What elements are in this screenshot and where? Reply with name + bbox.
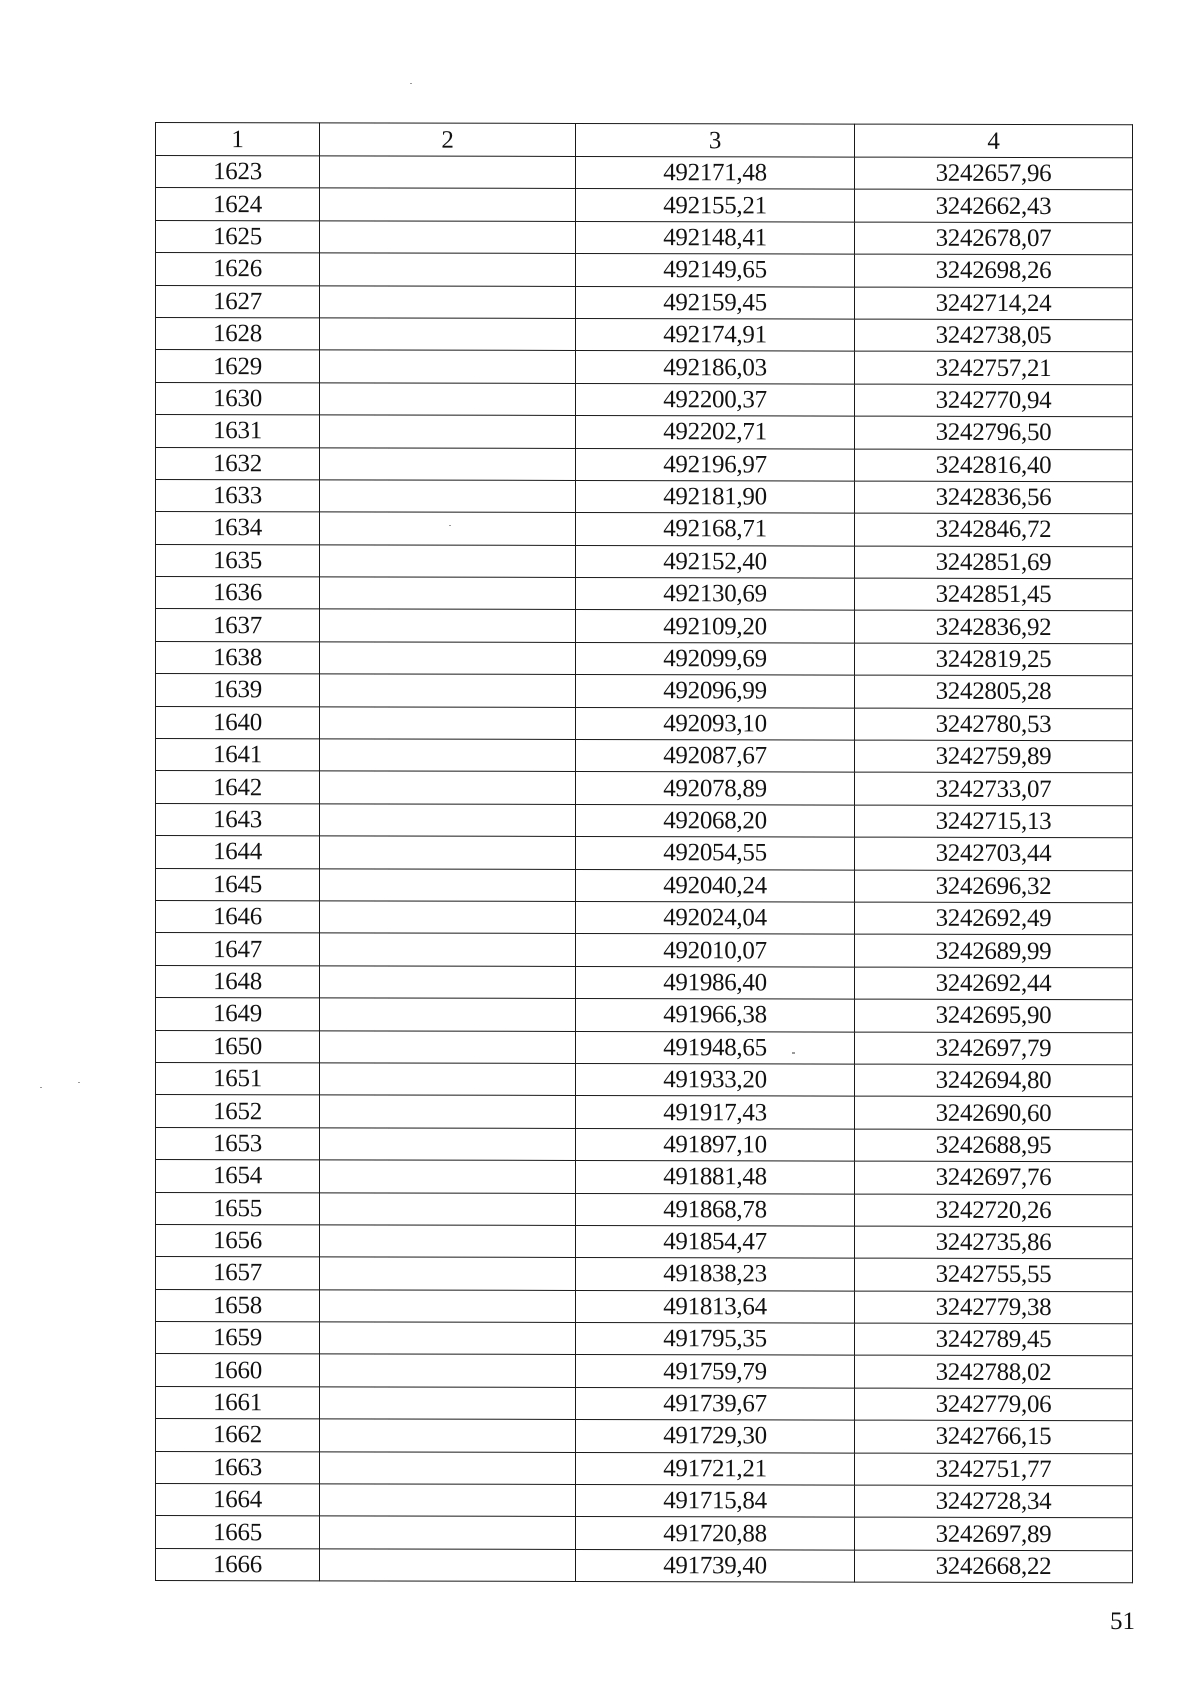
point-number-cell: 1623 <box>156 156 320 189</box>
point-number-cell: 1629 <box>156 350 320 383</box>
x-coordinate-cell: 491881,48 <box>576 1161 855 1194</box>
point-number-cell: 1637 <box>156 609 320 642</box>
blank-cell <box>320 933 576 966</box>
x-coordinate-cell: 492040,24 <box>576 869 855 902</box>
x-coordinate-cell: 492148,41 <box>576 221 855 254</box>
table-row <box>156 1386 1133 1421</box>
table-header-row <box>156 123 1133 158</box>
y-coordinate-cell: 3242689,99 <box>855 934 1133 967</box>
x-coordinate-cell: 492096,99 <box>576 675 855 708</box>
table-row <box>156 1548 1133 1583</box>
y-coordinate-cell: 3242696,32 <box>855 870 1133 903</box>
point-number-cell: 1655 <box>156 1192 320 1225</box>
table-row <box>156 544 1133 579</box>
table-row <box>156 317 1133 352</box>
x-coordinate-cell: 492186,03 <box>576 351 855 384</box>
blank-cell <box>320 545 576 578</box>
table-row <box>156 1062 1133 1097</box>
point-number-cell: 1632 <box>156 447 320 480</box>
x-coordinate-cell: 491948,65 <box>576 1031 855 1064</box>
x-coordinate-cell: 492099,69 <box>576 642 855 675</box>
blank-cell <box>320 998 576 1031</box>
table-row <box>156 1484 1133 1519</box>
table-row <box>156 1030 1133 1065</box>
x-coordinate-cell: 491721,21 <box>576 1452 855 1485</box>
y-coordinate-cell: 3242789,45 <box>855 1323 1133 1356</box>
scan-speck <box>410 83 412 84</box>
x-coordinate-cell: 492024,04 <box>576 901 855 934</box>
x-coordinate-cell: 492181,90 <box>576 480 855 513</box>
y-coordinate-cell: 3242836,92 <box>855 611 1133 644</box>
point-number-cell: 1663 <box>156 1451 320 1484</box>
blank-cell <box>320 1290 576 1323</box>
blank-cell <box>320 318 576 351</box>
header-cell-col1: 1 <box>156 123 320 156</box>
point-number-cell: 1628 <box>156 317 320 350</box>
table-header <box>156 123 1133 158</box>
table-row <box>156 188 1133 223</box>
point-number-cell: 1643 <box>156 803 320 836</box>
blank-cell <box>320 447 576 480</box>
x-coordinate-cell: 492109,20 <box>576 610 855 643</box>
blank-cell <box>320 739 576 772</box>
blank-cell <box>320 1322 576 1355</box>
table-row <box>156 577 1133 612</box>
x-coordinate-cell: 491739,67 <box>576 1387 855 1420</box>
blank-cell <box>320 1095 576 1128</box>
x-coordinate-cell: 492130,69 <box>576 578 855 611</box>
y-coordinate-cell: 3242805,28 <box>855 675 1133 708</box>
blank-cell <box>320 285 576 318</box>
x-coordinate-cell: 492155,21 <box>576 189 855 222</box>
point-number-cell: 1635 <box>156 544 320 577</box>
y-coordinate-cell: 3242703,44 <box>855 837 1133 870</box>
blank-cell <box>320 1516 576 1549</box>
x-coordinate-cell: 492093,10 <box>576 707 855 740</box>
blank-cell <box>320 253 576 286</box>
y-coordinate-cell: 3242715,13 <box>855 805 1133 838</box>
y-coordinate-cell: 3242678,07 <box>855 222 1133 255</box>
y-coordinate-cell: 3242668,22 <box>855 1550 1133 1583</box>
x-coordinate-cell: 492152,40 <box>576 545 855 578</box>
blank-cell <box>320 1030 576 1063</box>
y-coordinate-cell: 3242692,44 <box>855 967 1133 1000</box>
blank-cell <box>320 188 576 221</box>
x-coordinate-cell: 491917,43 <box>576 1096 855 1129</box>
y-coordinate-cell: 3242738,05 <box>855 319 1133 352</box>
point-number-cell: 1647 <box>156 933 320 966</box>
point-number-cell: 1645 <box>156 868 320 901</box>
y-coordinate-cell: 3242697,79 <box>855 1032 1133 1065</box>
x-coordinate-cell: 492196,97 <box>576 448 855 481</box>
table-row <box>156 1354 1133 1389</box>
point-number-cell: 1652 <box>156 1095 320 1128</box>
x-coordinate-cell: 491933,20 <box>576 1063 855 1096</box>
point-number-cell: 1656 <box>156 1224 320 1257</box>
table-row <box>156 1516 1133 1551</box>
blank-cell <box>320 642 576 675</box>
table-row <box>156 1160 1133 1195</box>
x-coordinate-cell: 492078,89 <box>576 772 855 805</box>
blank-cell <box>320 1160 576 1193</box>
y-coordinate-cell: 3242694,80 <box>855 1064 1133 1097</box>
point-number-cell: 1650 <box>156 1030 320 1063</box>
table-row <box>156 285 1133 320</box>
table-row <box>156 512 1133 547</box>
blank-cell <box>320 1387 576 1420</box>
y-coordinate-cell: 3242770,94 <box>855 384 1133 417</box>
y-coordinate-cell: 3242816,40 <box>855 449 1133 482</box>
y-coordinate-cell: 3242690,60 <box>855 1096 1133 1129</box>
blank-cell <box>320 1063 576 1096</box>
y-coordinate-cell: 3242836,56 <box>855 481 1133 514</box>
x-coordinate-cell: 492200,37 <box>576 383 855 416</box>
x-coordinate-cell: 491897,10 <box>576 1128 855 1161</box>
point-number-cell: 1660 <box>156 1354 320 1387</box>
point-number-cell: 1664 <box>156 1484 320 1517</box>
point-number-cell: 1636 <box>156 577 320 610</box>
y-coordinate-cell: 3242695,90 <box>855 999 1133 1032</box>
y-coordinate-cell: 3242851,45 <box>855 578 1133 611</box>
blank-cell <box>320 836 576 869</box>
blank-cell <box>320 868 576 901</box>
blank-cell <box>320 966 576 999</box>
y-coordinate-cell: 3242697,89 <box>855 1517 1133 1550</box>
table-row <box>156 1451 1133 1486</box>
x-coordinate-cell: 492054,55 <box>576 837 855 870</box>
y-coordinate-cell: 3242755,55 <box>855 1258 1133 1291</box>
y-coordinate-cell: 3242714,24 <box>855 287 1133 320</box>
table-row <box>156 253 1133 288</box>
point-number-cell: 1625 <box>156 220 320 253</box>
blank-cell <box>320 156 576 189</box>
point-number-cell: 1626 <box>156 253 320 286</box>
blank-cell <box>320 1128 576 1161</box>
y-coordinate-cell: 3242733,07 <box>855 773 1133 806</box>
blank-cell <box>320 221 576 254</box>
table-row <box>156 1127 1133 1162</box>
scan-speck <box>40 1087 42 1088</box>
blank-cell <box>320 480 576 513</box>
table-row <box>156 1322 1133 1357</box>
y-coordinate-cell: 3242688,95 <box>855 1129 1133 1162</box>
x-coordinate-cell: 491715,84 <box>576 1484 855 1517</box>
table-row <box>156 836 1133 871</box>
x-coordinate-cell: 492087,67 <box>576 739 855 772</box>
point-number-cell: 1640 <box>156 706 320 739</box>
point-number-cell: 1662 <box>156 1419 320 1452</box>
table-row <box>156 1257 1133 1292</box>
table-body <box>156 156 1133 1583</box>
blank-cell <box>320 674 576 707</box>
x-coordinate-cell: 491966,38 <box>576 999 855 1032</box>
point-number-cell: 1642 <box>156 771 320 804</box>
blank-cell <box>320 350 576 383</box>
x-coordinate-cell: 491838,23 <box>576 1258 855 1291</box>
point-number-cell: 1665 <box>156 1516 320 1549</box>
y-coordinate-cell: 3242766,15 <box>855 1420 1133 1453</box>
y-coordinate-cell: 3242692,49 <box>855 902 1133 935</box>
blank-cell <box>320 383 576 416</box>
x-coordinate-cell: 492168,71 <box>576 513 855 546</box>
point-number-cell: 1631 <box>156 415 320 448</box>
blank-cell <box>320 577 576 610</box>
point-number-cell: 1624 <box>156 188 320 221</box>
y-coordinate-cell: 3242751,77 <box>855 1453 1133 1486</box>
table-row <box>156 1095 1133 1130</box>
x-coordinate-cell: 491729,30 <box>576 1420 855 1453</box>
table-row <box>156 447 1133 482</box>
point-number-cell: 1651 <box>156 1062 320 1095</box>
point-number-cell: 1653 <box>156 1127 320 1160</box>
x-coordinate-cell: 492068,20 <box>576 804 855 837</box>
x-coordinate-cell: 491795,35 <box>576 1323 855 1356</box>
blank-cell <box>320 512 576 545</box>
blank-cell <box>320 415 576 448</box>
point-number-cell: 1657 <box>156 1257 320 1290</box>
x-coordinate-cell: 491868,78 <box>576 1193 855 1226</box>
x-coordinate-cell: 492171,48 <box>576 156 855 189</box>
y-coordinate-cell: 3242779,38 <box>855 1291 1133 1324</box>
table-row <box>156 641 1133 676</box>
blank-cell <box>320 804 576 837</box>
table-row <box>156 382 1133 417</box>
point-number-cell: 1638 <box>156 641 320 674</box>
table-row <box>156 220 1133 255</box>
table-row <box>156 706 1133 741</box>
point-number-cell: 1644 <box>156 836 320 869</box>
table-row <box>156 1192 1133 1227</box>
table-row <box>156 1224 1133 1259</box>
point-number-cell: 1658 <box>156 1289 320 1322</box>
table-row <box>156 803 1133 838</box>
y-coordinate-cell: 3242759,89 <box>855 740 1133 773</box>
y-coordinate-cell: 3242662,43 <box>855 189 1133 222</box>
x-coordinate-cell: 492159,45 <box>576 286 855 319</box>
coordinates-table <box>155 122 1133 1583</box>
y-coordinate-cell: 3242697,76 <box>855 1161 1133 1194</box>
y-coordinate-cell: 3242780,53 <box>855 708 1133 741</box>
table-row <box>156 739 1133 774</box>
table-row <box>156 415 1133 450</box>
blank-cell <box>320 609 576 642</box>
y-coordinate-cell: 3242757,21 <box>855 351 1133 384</box>
x-coordinate-cell: 492010,07 <box>576 934 855 967</box>
y-coordinate-cell: 3242698,26 <box>855 254 1133 287</box>
table-row <box>156 1289 1133 1324</box>
point-number-cell: 1649 <box>156 998 320 1031</box>
blank-cell <box>320 1192 576 1225</box>
blank-cell <box>320 707 576 740</box>
y-coordinate-cell: 3242796,50 <box>855 416 1133 449</box>
x-coordinate-cell: 491759,79 <box>576 1355 855 1388</box>
blank-cell <box>320 1257 576 1290</box>
table-row <box>156 933 1133 968</box>
y-coordinate-cell: 3242779,06 <box>855 1388 1133 1421</box>
blank-cell <box>320 771 576 804</box>
x-coordinate-cell: 492202,71 <box>576 416 855 449</box>
table-row <box>156 350 1133 385</box>
y-coordinate-cell: 3242819,25 <box>855 643 1133 676</box>
point-number-cell: 1654 <box>156 1160 320 1193</box>
point-number-cell: 1659 <box>156 1322 320 1355</box>
scan-speck <box>78 1082 80 1083</box>
point-number-cell: 1633 <box>156 479 320 512</box>
y-coordinate-cell: 3242851,69 <box>855 546 1133 579</box>
blank-cell <box>320 1484 576 1517</box>
y-coordinate-cell: 3242720,26 <box>855 1194 1133 1227</box>
x-coordinate-cell: 491720,88 <box>576 1517 855 1550</box>
table-row <box>156 900 1133 935</box>
point-number-cell: 1639 <box>156 674 320 707</box>
table-row <box>156 998 1133 1033</box>
point-number-cell: 1641 <box>156 739 320 772</box>
table-row <box>156 609 1133 644</box>
blank-cell <box>320 901 576 934</box>
point-number-cell: 1661 <box>156 1386 320 1419</box>
header-cell-col2: 2 <box>320 123 576 157</box>
blank-cell <box>320 1354 576 1387</box>
y-coordinate-cell: 3242657,96 <box>855 157 1133 190</box>
point-number-cell: 1627 <box>156 285 320 318</box>
point-number-cell: 1634 <box>156 512 320 545</box>
table-row <box>156 156 1133 191</box>
x-coordinate-cell: 491854,47 <box>576 1225 855 1258</box>
blank-cell <box>320 1419 576 1452</box>
y-coordinate-cell: 3242846,72 <box>855 513 1133 546</box>
y-coordinate-cell: 3242788,02 <box>855 1356 1133 1389</box>
blank-cell <box>320 1451 576 1484</box>
table-row <box>156 771 1133 806</box>
table-row <box>156 868 1133 903</box>
blank-cell <box>320 1549 576 1582</box>
y-coordinate-cell: 3242735,86 <box>855 1226 1133 1259</box>
x-coordinate-cell: 492174,91 <box>576 318 855 351</box>
page-number: 51 <box>1110 1608 1135 1635</box>
table-row <box>156 965 1133 1000</box>
x-coordinate-cell: 491739,40 <box>576 1549 855 1582</box>
point-number-cell: 1646 <box>156 900 320 933</box>
y-coordinate-cell: 3242728,34 <box>855 1485 1133 1518</box>
table-row <box>156 674 1133 709</box>
blank-cell <box>320 1225 576 1258</box>
x-coordinate-cell: 492149,65 <box>576 254 855 287</box>
table-row <box>156 1419 1133 1454</box>
point-number-cell: 1648 <box>156 965 320 998</box>
point-number-cell: 1666 <box>156 1548 320 1581</box>
x-coordinate-cell: 491986,40 <box>576 966 855 999</box>
header-cell-col4: 4 <box>855 124 1133 158</box>
x-coordinate-cell: 491813,64 <box>576 1290 855 1323</box>
table-row <box>156 479 1133 514</box>
point-number-cell: 1630 <box>156 382 320 415</box>
header-cell-col3: 3 <box>576 123 855 157</box>
